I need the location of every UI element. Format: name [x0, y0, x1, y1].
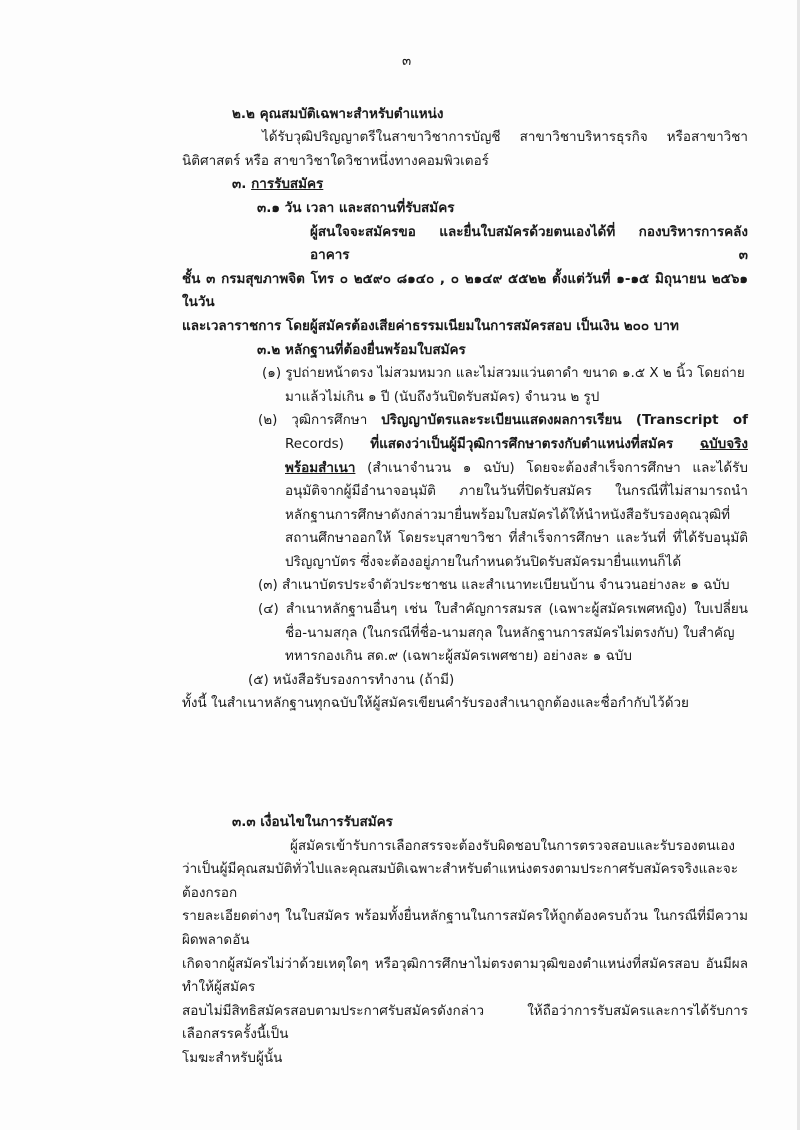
- section-2-2-heading: ๒.๒ คุณสมบัติเฉพาะสำหรับตำแหน่ง: [232, 105, 444, 122]
- paragraph-line: เกิดจากผู้สมัครไม่ว่าด้วยเหตุใดๆ หรือวุฒิการศึกษาไม่ตรงตามวุฒิของตำแหน่งที่สมัครสอบ อันมีผลทำให้ผู้สมัคร: [182, 955, 748, 996]
- section-3-heading: [232, 173, 748, 197]
- list-item-2-cont: สถานศึกษาออกให้ โดยระบุสาขาวิชา ที่สำเร็จการศึกษา และวันที่ ที่ได้รับอนุมัติ: [285, 530, 748, 547]
- list-item-2: [258, 409, 748, 433]
- list-item-3: (๓) สำเนาบัตรประจำตัวประชาชน และสำเนาทะเบียนบ้าน จำนวนอย่างละ ๑ ฉบับ: [258, 577, 730, 594]
- page-number: ๓: [402, 53, 412, 69]
- list-item-2-cont: อนุมัติจากผู้มีอำนาจอนุมัติ ภายในวันที่ปิดรับสมัคร ในกรณีที่ไม่สามารถนำ: [285, 483, 748, 500]
- list-item-2-cont: [285, 457, 748, 481]
- list-item-1-cont: มาแล้วไม่เกิน ๑ ปี (นับถึงวันปิดรับสมัคร) จำนวน ๒ รูป: [285, 388, 600, 405]
- list-item-4: (๔) สำเนาหลักฐานอื่นๆ เช่น ใบสำคัญการสมรส (เฉพาะผู้สมัครเพศหญิง) ใบเปลี่ยน: [258, 601, 748, 618]
- paragraph-line: ชั้น ๓ กรมสุขภาพจิต โทร ๐ ๒๕๙๐ ๘๑๔๐ , ๐ ๒๑๔๙ ๕๕๒๒ ตั้งแต่วันที่ ๑-๑๕ มิถุนายน ๒๕๖๑ ในวัน: [182, 270, 748, 311]
- section-3-3-heading: ๓.๓ เงื่อนไขในการรับสมัคร: [232, 814, 393, 831]
- paragraph-line: รายละเอียดต่างๆ ในใบสมัคร พร้อมทั้งยื่นหลักฐานในการสมัครให้ถูกต้องครบถ้วน ในกรณีที่มีความผิดพลาดอัน: [182, 908, 748, 948]
- section-title: การรับสมัคร: [251, 176, 324, 193]
- section-3-2-heading: ๓.๒ หลักฐานที่ต้องยื่นพร้อมใบสมัคร: [257, 341, 466, 358]
- text: (สำเนาจำนวน ๑ ฉบับ) โดยจะต้องสำเร็จการศึกษา และได้รับ: [355, 459, 748, 476]
- section-3-1-heading: ๓.๑ วัน เวลา และสถานที่รับสมัคร: [257, 199, 455, 216]
- paragraph-line: ผู้สนใจจะสมัครขอ และยื่นใบสมัครด้วยตนเองได้ที่ กองบริหารการคลัง อาคาร ๓: [310, 223, 748, 264]
- paragraph-line: และเวลาราชการ โดยผู้สมัครต้องเสียค่าธรรมเนียมในการสมัครสอบ เป็นเงิน ๒๐๐ บาท: [182, 317, 679, 334]
- paragraph-line: สอบไม่มีสิทธิสมัครสอบตามประกาศรับสมัครดังกล่าว ให้ถือว่าการรับสมัครและการได้รับการเลือกสรรครั้งนี้เป็น: [182, 1002, 748, 1043]
- paragraph-line: โมฆะสำหรับผู้นั้น: [182, 1049, 283, 1066]
- text: Records): [285, 435, 371, 452]
- section-number: ๓.: [232, 176, 247, 193]
- paragraph-line: ได้รับวุฒิปริญญาตรีในสาขาวิชาการบัญชี สาขาวิชาบริหารธุรกิจ หรือสาขาวิชา: [262, 129, 748, 146]
- text: พร้อมสำเนา: [285, 459, 356, 476]
- list-item-5: (๕) หนังสือรับรองการทำงาน (ถ้ามี): [248, 671, 455, 688]
- text: ที่แสดงว่าเป็นผู้มีวุฒิการศึกษาตรงกับตำแหน่งที่สมัคร: [370, 435, 700, 452]
- list-item-2-cont: หลักฐานการศึกษาดังกล่าวมายื่นพร้อมใบสมัครได้ให้นำหนังสือรับรองคุณวุฒิที่: [285, 506, 731, 523]
- list-item-4-cont: ทหารกองเกิน สด.๙ (เฉพาะผู้สมัครเพศชาย) อย่างละ ๑ ฉบับ: [285, 648, 632, 665]
- text: ฉบับจริง: [699, 435, 748, 452]
- list-item-4-cont: ชื่อ-นามสกุล (ในกรณีที่ชื่อ-นามสกุล ในหลักฐานการสมัครไม่ตรงกับ) ใบสำคัญ: [285, 624, 735, 641]
- list-item-1: (๑) รูปถ่ายหน้าตรง ไม่สวมหมวก และไม่สวมแว่นตาดำ ขนาด ๑.๕ X ๒ นิ้ว โดยถ่าย: [262, 365, 745, 382]
- note-line: ทั้งนี้ ในสำเนาหลักฐานทุกฉบับให้ผู้สมัครเขียนคำรับรองสำเนาถูกต้องและชื่อกำกับไว้ด้วย: [182, 695, 689, 712]
- text: ปริญญาบัตรและระเบียนแสดงผลการเรียน (Transcript of: [381, 412, 748, 429]
- list-item-2-cont: ปริญญาบัตร ซึ่งจะต้องอยู่ภายในกำหนดวันปิดรับสมัครมายื่นแทนก็ได้: [285, 553, 682, 570]
- paragraph-line: นิติศาสตร์ หรือ สาขาวิชาใดวิชาหนึ่งทางคอมพิวเตอร์: [182, 152, 489, 169]
- paragraph-line: ผู้สมัครเข้ารับการเลือกสรรจะต้องรับผิดชอบในการตรวจสอบและรับรองตนเอง: [290, 837, 736, 854]
- list-item-2-cont: [285, 433, 748, 457]
- paragraph-line: ว่าเป็นผู้มีคุณสมบัติทั่วไปและคุณสมบัติเฉพาะสำหรับตำแหน่งตรงตามประกาศรับสมัครจริงและจะต้องกรอก: [182, 861, 738, 901]
- text: (๒) วุฒิการศึกษา: [258, 412, 382, 429]
